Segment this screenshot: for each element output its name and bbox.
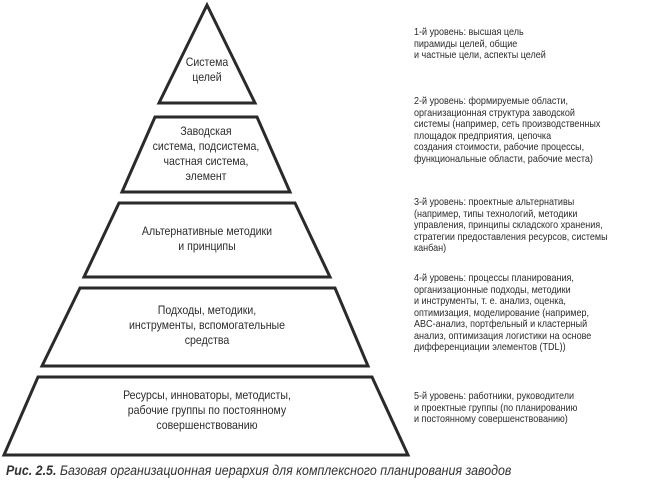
level-3-description: 3-й уровень: проектные альтернативы (например, типы технологий, методики управления, принципы складского хранения, стратегии предоставления ресурсов, системы канбан) xyxy=(414,196,608,254)
tier-3-label: Альтернативные методики и принципы xyxy=(141,224,273,253)
level-2-description: 2-й уровень: формируемые области, организационная структура заводской системы (например, сеть производственных площадок предприятия, цепочка создания стоимости, рабочие процессы, функциональные области, рабочие места) xyxy=(414,95,601,165)
figure-caption xyxy=(6,463,511,478)
level-1-description: 1-й уровень: высшая цель пирамиды целей, общие и частные цели, аспекты целей xyxy=(414,26,546,61)
tier-2-label: Заводская система, подсистема, частная система, элемент xyxy=(152,124,260,183)
level-4-description: 4-й уровень: процессы планирования, организационные подходы, методики и инструменты, т. е. анализ, оценка, оптимизация, моделирование (например, ABC-анализ, портфельный и кластерный анализ, оптимизация логистики на основе дифференциации элементов (TDL)) xyxy=(414,272,592,353)
level-5-description: 5-й уровень: работники, руководители и проектные группы (по планированию и постоянному совершенствованию) xyxy=(414,390,578,425)
tier-4-label: Подходы, методики, инструменты, вспомогательные средства xyxy=(129,303,285,347)
tier-5-label: Ресурсы, инноваторы, методисты, рабочие группы по постоянному совершенствованию xyxy=(123,388,291,432)
tier-1-label: Система целей xyxy=(185,55,229,84)
pyramid-tier-1 xyxy=(159,5,255,103)
figure-caption-text: Базовая организационная иерархия для комплексного планирования заводов xyxy=(59,463,512,478)
figure-caption-label: Рис. 2.5. xyxy=(6,463,57,478)
